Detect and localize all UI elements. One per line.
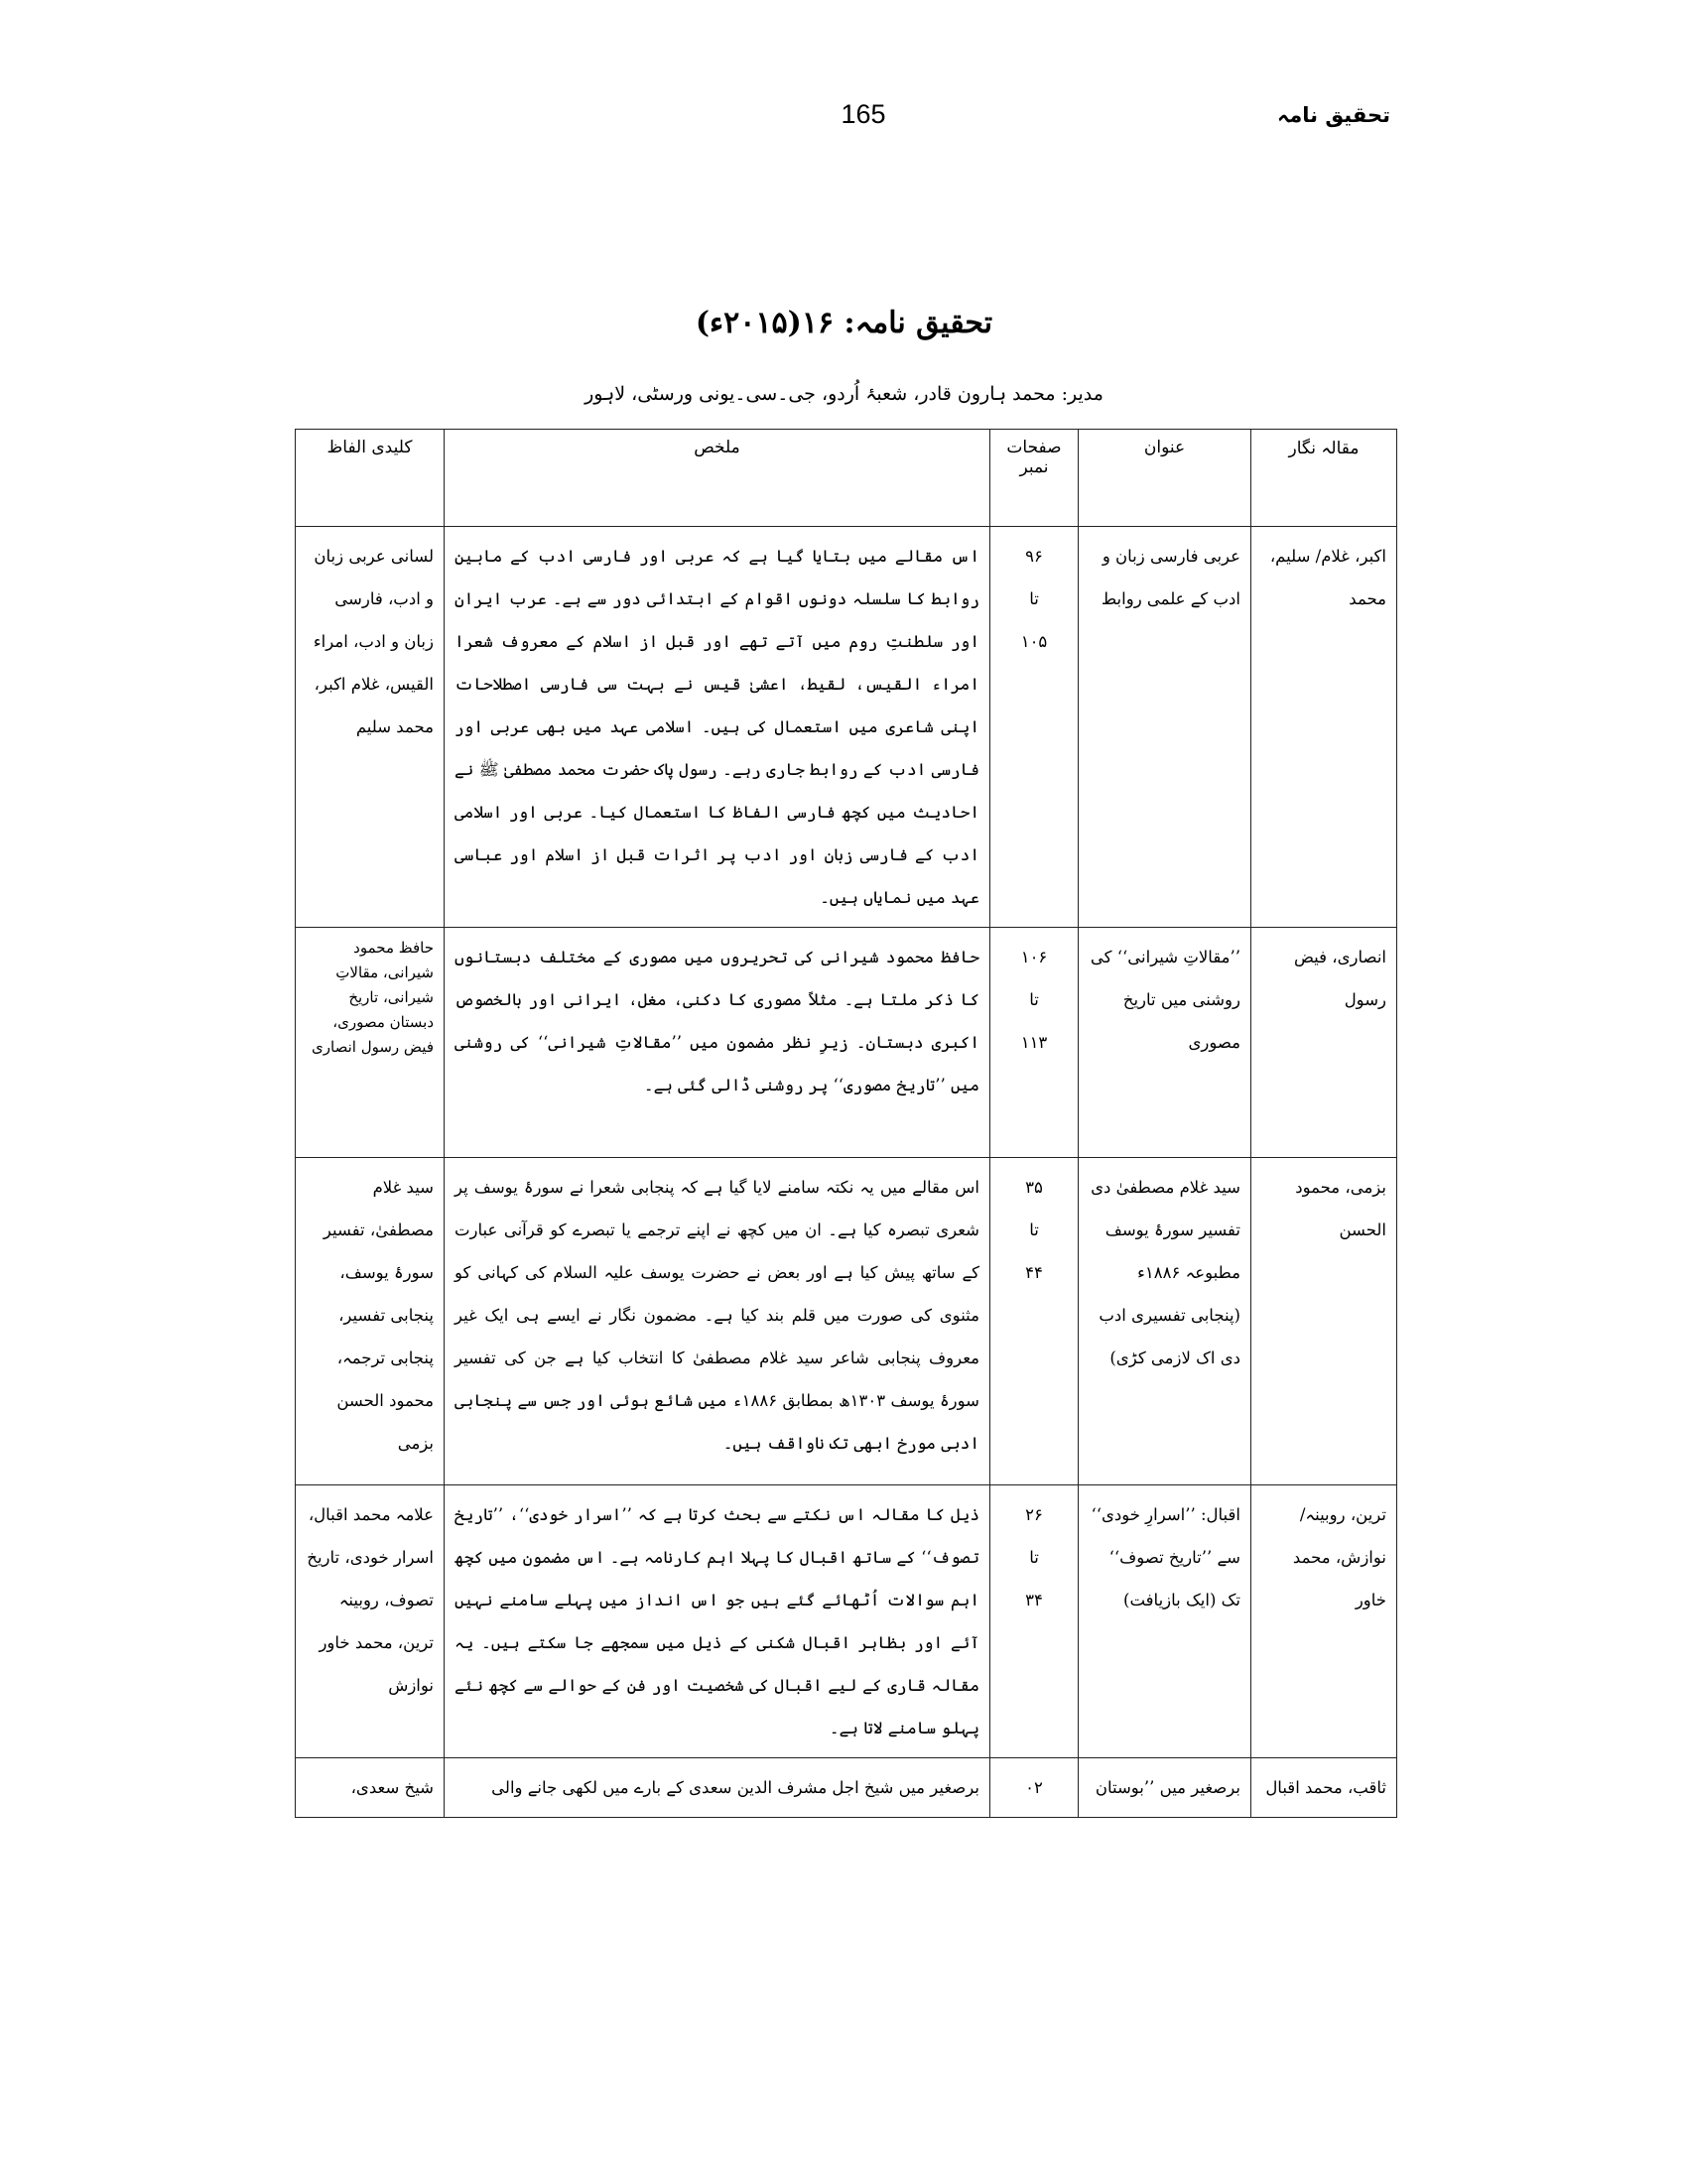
header-keywords: کلیدی الفاظ [296, 430, 445, 527]
abstract-cell: برصغیر میں شیخ اجل مشرف الدین سعدی کے بارے میں لکھی جانے والی [445, 1758, 990, 1818]
page-to: ۳۴ [1025, 1591, 1043, 1609]
title-cell: ’’مقالاتِ شیرانی‘‘ کی روشنی میں تاریخ مصوری [1079, 928, 1251, 1158]
keywords-cell: علامہ محمد اقبال، اسرار خودی، تاریخ تصوف، روبینہ ترین، محمد خاور نوازش [296, 1485, 445, 1758]
page-separator: تا [1029, 1548, 1039, 1567]
editor-line: مدیر: محمد ہارون قادر، شعبۂ اُردو، جی۔سی۔یونی ورسٹی، لاہور [584, 383, 1104, 405]
pages-cell [990, 527, 1079, 928]
page-from: ۳۵ [1025, 1178, 1043, 1197]
title-cell: عربی فارسی زبان و ادب کے علمی روابط [1079, 527, 1251, 928]
keywords-cell: سید غلام مصطفیٰ، تفسیر سورۂ یوسف، پنجابی تفسیر، پنجابی ترجمہ، محمود الحسن بزمی [296, 1158, 445, 1485]
table-row [296, 1158, 1397, 1485]
page-title: تحقیق نامہ: ۱۶(۲۰۱۵ء) [695, 306, 993, 340]
page-to: ۴۴ [1025, 1263, 1043, 1282]
page-separator: تا [1029, 990, 1039, 1009]
page-number: 165 [841, 99, 886, 129]
keywords-cell: حافظ محمود شیرانی، مقالاتِ شیرانی، تاریخ دبستان مصوری، فیض رسول انصاری [296, 928, 445, 1158]
writer-cell: بزمی، محمود الحسن [1251, 1158, 1397, 1485]
abstract-cell: ذیل کا مقالہ اس نکتے سے بحث کرتا ہے کہ ’’اسرار خودی‘‘، ’’تاریخ تصوف‘‘ کے ساتھ اقبال کا پہلا اہم کارنامہ ہے۔ اس مضمون میں کچھ اہم سوالات اُٹھائے گئے ہیں جو اس انداز میں پہلے سامنے نہیں آئے اور بظاہر اقبال شکنی کے ذیل میں سمجھے جا سکتے ہیں۔ یہ مقالہ قاری کے لیے اقبال کی شخصیت اور فن کے حوالے سے کچھ نئے پہلو سامنے لاتا ہے۔ [445, 1485, 990, 1758]
abstract-cell: حافظ محمود شیرانی کی تحریروں میں مصوری کے مختلف دبستانوں کا ذکر ملتا ہے۔ مثلاً مصوری کا دکنی، مغل، ایرانی اور بالخصوص اکبری دبستان۔ زیرِ نظر مضمون میں ’’مقالاتِ شیرانی‘‘ کی روشنی میں ’’تاریخ مصوری‘‘ پر روشنی ڈالی گئی ہے۔ [445, 928, 990, 1158]
pages-cell [990, 1485, 1079, 1758]
title-cell: سید غلام مصطفیٰ دی تفسیر سورۂ یوسف مطبوعہ ۱۸۸۶ء (پنجابی تفسیری ادب دی اک لازمی کڑی) [1079, 1158, 1251, 1485]
pages-cell [990, 1158, 1079, 1485]
writer-cell: ثاقب، محمد اقبال [1251, 1758, 1397, 1818]
header-writer: مقالہ نگار [1251, 430, 1397, 527]
table-row [296, 527, 1397, 928]
title-cell: برصغیر میں ’’بوستان [1079, 1758, 1251, 1818]
abstract-cell: اس مقالے میں بتایا گیا ہے کہ عربی اور فارسی ادب کے مابین روابط کا سلسلہ دونوں اقوام کے ابتدائی دور سے ہے۔ عرب ایران اور سلطنتِ روم میں آتے تھے اور قبل از اسلام کے معروف شعرا امراء القیس، لقیط، اعشیٰ قیس نے بہت سی فارسی اصطلاحات اپنی شاعری میں استعمال کی ہیں۔ اسلامی عہد میں بھی عربی اور فارسی ادب کے روابط جاری رہے۔ رسول پاک حضرت محمد مصطفیٰ ﷺ نے احادیث میں کچھ فارسی الفاظ کا استعمال کیا۔ عربی اور اسلامی ادب کے فارسی زبان اور ادب پر اثرات قبل از اسلام اور عباسی عہد میں نمایاں ہیں۔ [445, 527, 990, 928]
page-from: ۹۶ [1025, 547, 1043, 566]
page-to: ۱۰۵ [1020, 632, 1048, 651]
abstract-cell: اس مقالے میں یہ نکتہ سامنے لایا گیا ہے کہ پنجابی شعرا نے سورۂ یوسف پر شعری تبصرہ کیا ہے۔ ان میں کچھ نے اپنے ترجمے یا تبصرے کو قرآنی عبارت کے ساتھ پیش کیا ہے اور بعض نے حضرت یوسف علیہ السلام کی کہانی کو مثنوی کی صورت میں قلم بند کیا ہے۔ مضمون نگار نے ایسے ہی ایک غیر معروف پنجابی شاعر سید غلام مصطفیٰ کا انتخاب کیا ہے جن کی تفسیر سورۂ یوسف ۱۳۰۳ھ بمطابق ۱۸۸۶ء میں شائع ہوئی اور جس سے پنجابی ادبی مورخ ابھی تک ناواقف ہیں۔ [445, 1158, 990, 1485]
writer-cell: ترین، روبینہ/ نوازش، محمد خاور [1251, 1485, 1397, 1758]
page-separator: تا [1029, 589, 1039, 608]
header-abstract: ملخص [445, 430, 990, 527]
writer-cell: انصاری، فیض رسول [1251, 928, 1397, 1158]
keywords-cell: لسانی عربی زبان و ادب، فارسی زبان و ادب، امراء القیس، غلام اکبر، محمد سلیم [296, 527, 445, 928]
header-title: عنوان [1079, 430, 1251, 527]
header-pages: صفحات نمبر [990, 430, 1079, 527]
pages-cell [990, 1758, 1079, 1818]
title-cell: اقبال: ’’اسرارِ خودی‘‘ سے ’’تاریخ تصوف‘‘ تک (ایک بازیافت) [1079, 1485, 1251, 1758]
table-header-row [296, 430, 1397, 527]
table-row [296, 928, 1397, 1158]
table-row [296, 1758, 1397, 1818]
page-from: ۲۶ [1025, 1505, 1043, 1524]
table-row [296, 1485, 1397, 1758]
page-separator: تا [1029, 1220, 1039, 1239]
journal-name: تحقیق نامہ [1276, 103, 1390, 127]
page-from: ۰۲ [1025, 1778, 1043, 1797]
page-from: ۱۰۶ [1020, 948, 1048, 966]
pages-cell [990, 928, 1079, 1158]
article-index-table [295, 429, 1397, 1818]
writer-cell: اکبر، غلام/ سلیم، محمد [1251, 527, 1397, 928]
running-header [298, 99, 1390, 149]
keywords-cell: شیخ سعدی، [296, 1758, 445, 1818]
page-to: ۱۱۳ [1020, 1033, 1048, 1052]
